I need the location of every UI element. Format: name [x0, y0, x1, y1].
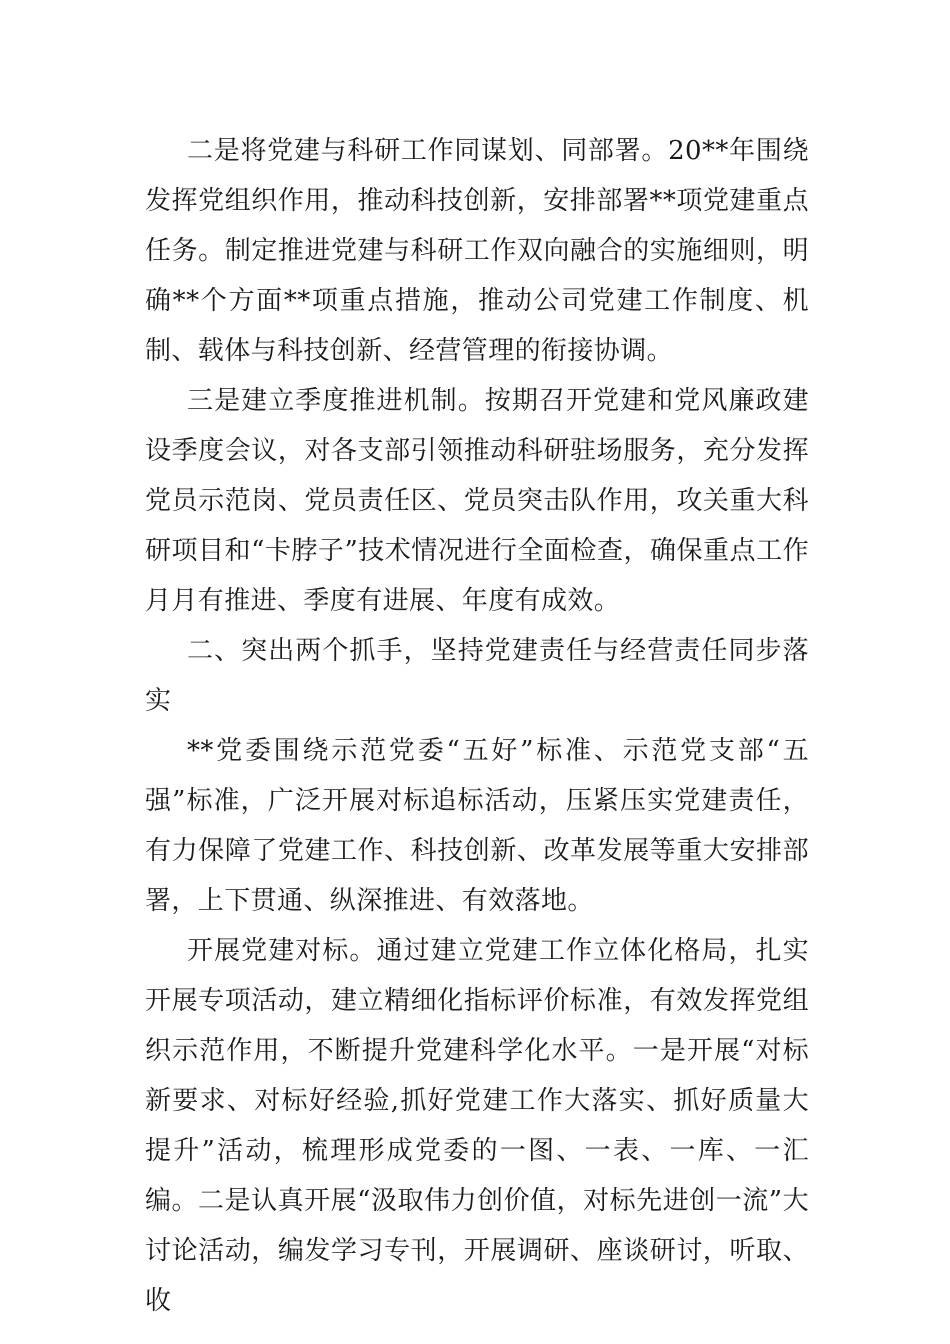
paragraph-party-benchmarking: 开展党建对标。通过建立党建工作立体化格局，扎实开展专项活动，建立精细化指标评价标准，有效发挥党组织示范作用，不断提升党建科学化水平。一是开展“对标新要求、对标好经验,抓好党建工作大落实、抓好质量大提升”活动，梳理形成党委的一图、一表、一库、一汇编。二是认真开展“汲取伟力创价值，对标先进创一流”大讨论活动，编发学习专刊，开展调研、座谈研讨，听取、收	[145, 936, 809, 1316]
paragraph-party-committee-standards: **党委围绕示范党委“五好”标准、示范党支部“五强”标准，广泛开展对标追标活动，压紧压实党建责任，有力保障了党建工作、科技创新、改革发展等重大安排部署，上下贯通、纵深推进、有效落地。	[145, 736, 809, 916]
document-body	[145, 126, 809, 1326]
paragraph-party-research-planning: 二是将党建与科研工作同谋划、同部署。20**年围绕发挥党组织作用，推动科技创新，安排部署**项党建重点任务。制定推进党建与科研工作双向融合的实施细则，明确**个方面**项重点措施，推动公司党建工作制度、机制、载体与科技创新、经营管理的衔接协调。	[145, 136, 809, 366]
section-heading-two: 二、突出两个抓手，坚持党建责任与经营责任同步落实	[145, 636, 809, 716]
paragraph-quarterly-mechanism: 三是建立季度推进机制。按期召开党建和党风廉政建设季度会议，对各支部引领推动科研驻场服务，充分发挥党员示范岗、党员责任区、党员突击队作用，攻关重大科研项目和“卡脖子”技术情况进行全面检查，确保重点工作月月有推进、季度有进展、年度有成效。	[145, 386, 809, 616]
